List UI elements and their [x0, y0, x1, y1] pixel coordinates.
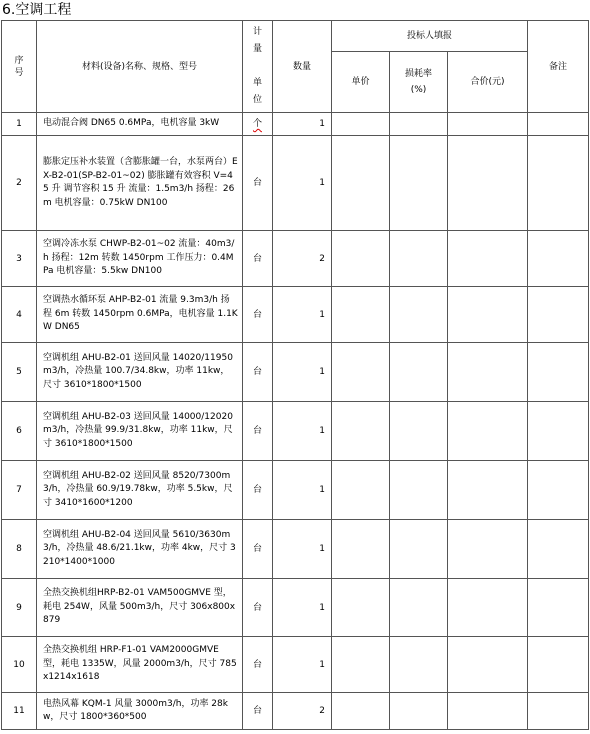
row-qty: 1 [273, 113, 332, 136]
row-remark[interactable] [528, 637, 589, 693]
row-unit: 台 [243, 461, 273, 520]
row-remark[interactable] [528, 693, 589, 730]
row-qty: 1 [273, 520, 332, 579]
row-loss[interactable] [390, 637, 448, 693]
header-price: 单价 [332, 52, 390, 113]
header-loss-text: 损耗率 (%) [404, 69, 432, 95]
row-qty: 1 [273, 579, 332, 637]
row-qty: 1 [273, 287, 332, 343]
row-no: 1 [2, 113, 37, 136]
row-no: 11 [2, 693, 37, 730]
row-loss[interactable] [390, 693, 448, 730]
row-remark[interactable] [528, 343, 589, 402]
row-unit: 台 [243, 231, 273, 287]
row-qty: 2 [273, 231, 332, 287]
section-title: 6.空调工程 [2, 2, 72, 18]
row-total[interactable] [448, 402, 528, 461]
header-qty: 数量 [273, 21, 332, 113]
row-qty: 1 [273, 402, 332, 461]
row-name: 全热交换机组HRP-B2-01 VAM500GMVE 型，耗电 254W，风量 500m3/h，尺寸 306x800x879 [37, 579, 243, 637]
row-remark[interactable] [528, 287, 589, 343]
row-price[interactable] [332, 461, 390, 520]
row-no: 8 [2, 520, 37, 579]
header-seq [2, 21, 37, 113]
row-price[interactable] [332, 231, 390, 287]
row-qty: 1 [273, 343, 332, 402]
row-name: 空调机组 AHU-B2-04 送回风量 5610/3630m3/h，冷热量 48.6/21.1kw，功率 4kw，尺寸 3210*1400*1000 [37, 520, 243, 579]
row-name: 空调机组 AHU-B2-01 送回风量 14020/11950m3/h，冷热量 100.7/34.8kw，功率 11kw，尺寸 3610*1800*1500 [37, 343, 243, 402]
row-total[interactable] [448, 343, 528, 402]
row-price[interactable] [332, 579, 390, 637]
row-unit: 台 [243, 343, 273, 402]
row-total[interactable] [448, 231, 528, 287]
row-name: 空调冷冻水泵 CHWP-B2-01~02 流量：40m3/h 扬程：12m 转数 1450rpm 工作压力：0.4MPa 电机容量：5.5kw DN100 [37, 231, 243, 287]
header-total: 合价(元) [448, 52, 528, 113]
row-unit: 台 [243, 402, 273, 461]
row-remark[interactable] [528, 136, 589, 231]
header-unit-text: 计 量 单 位 [252, 27, 262, 105]
row-qty: 2 [273, 693, 332, 730]
row-name: 膨胀定压补水装置（含膨胀罐一台，水泵两台）EX-B2-01(SP-B2-01~02) 膨胀罐有效容积 V=45 升 调节容积 15 升 流量：1.5m3/h 扬程：26m 电机容量：0.75kW DN100 [37, 136, 243, 231]
row-no: 7 [2, 461, 37, 520]
row-total[interactable] [448, 461, 528, 520]
row-price[interactable] [332, 287, 390, 343]
row-unit: 台 [243, 579, 273, 637]
row-remark[interactable] [528, 520, 589, 579]
row-loss[interactable] [390, 113, 448, 136]
row-loss[interactable] [390, 461, 448, 520]
row-name: 空调机组 AHU-B2-03 送回风量 14000/12020m3/h，冷热量 99.9/31.8kw，功率 11kw，尺寸 3610*1800*1500 [37, 402, 243, 461]
row-total[interactable] [448, 579, 528, 637]
row-no: 2 [2, 136, 37, 231]
table-row [2, 461, 589, 520]
row-loss[interactable] [390, 579, 448, 637]
row-loss[interactable] [390, 231, 448, 287]
row-price[interactable] [332, 113, 390, 136]
row-price[interactable] [332, 693, 390, 730]
row-unit: 台 [243, 637, 273, 693]
row-remark[interactable] [528, 579, 589, 637]
row-remark[interactable] [528, 461, 589, 520]
row-no: 6 [2, 402, 37, 461]
header-name: 材料(设备)名称、规格、型号 [37, 21, 243, 113]
table-row [2, 402, 589, 461]
header-seq-text: 序 号 [14, 55, 24, 78]
row-price[interactable] [332, 343, 390, 402]
header-unit [243, 21, 273, 113]
row-total[interactable] [448, 136, 528, 231]
row-unit-text: 个 [252, 119, 262, 129]
header-row-1 [2, 21, 589, 52]
table-row [2, 693, 589, 730]
row-remark[interactable] [528, 113, 589, 136]
row-unit: 台 [243, 287, 273, 343]
row-name: 空调热水循环泵 AHP-B2-01 流量 9.3m3/h 扬程 6m 转数 1450rpm 0.6MPa，电机容量 1.1KW DN65 [37, 287, 243, 343]
row-qty: 1 [273, 136, 332, 231]
row-total[interactable] [448, 113, 528, 136]
row-total[interactable] [448, 693, 528, 730]
row-total[interactable] [448, 520, 528, 579]
row-name: 电热风幕 KQM-1 风量 3000m3/h，功率 28kw，尺寸 1800*360*500 [37, 693, 243, 730]
table-row [2, 231, 589, 287]
row-loss[interactable] [390, 520, 448, 579]
row-name: 全热交换机组 HRP-F1-01 VAM2000GMVE 型，耗电 1335W，风量 2000m3/h，尺寸 785x1214x1618 [37, 637, 243, 693]
row-no: 10 [2, 637, 37, 693]
row-no: 4 [2, 287, 37, 343]
row-unit: 台 [243, 136, 273, 231]
row-total[interactable] [448, 287, 528, 343]
row-unit [243, 113, 273, 136]
table-row [2, 343, 589, 402]
row-unit: 台 [243, 693, 273, 730]
row-qty: 1 [273, 461, 332, 520]
table-row [2, 520, 589, 579]
row-loss[interactable] [390, 343, 448, 402]
row-price[interactable] [332, 402, 390, 461]
row-unit: 台 [243, 520, 273, 579]
header-bidder: 投标人填报 [332, 21, 528, 52]
row-price[interactable] [332, 136, 390, 231]
table-row [2, 136, 589, 231]
row-no: 9 [2, 579, 37, 637]
row-loss[interactable] [390, 287, 448, 343]
header-remark: 备注 [528, 21, 589, 113]
row-total[interactable] [448, 637, 528, 693]
row-name: 空调机组 AHU-B2-02 送回风量 8520/7300m3/h，冷热量 60.9/19.78kw，功率 5.5kw，尺寸 3410*1600*1200 [37, 461, 243, 520]
header-loss [390, 52, 448, 113]
row-remark[interactable] [528, 231, 589, 287]
row-no: 3 [2, 231, 37, 287]
row-no: 5 [2, 343, 37, 402]
row-loss[interactable] [390, 136, 448, 231]
table-row [2, 579, 589, 637]
row-loss[interactable] [390, 402, 448, 461]
row-name: 电动混合阀 DN65 0.6MPa，电机容量 3kW [37, 113, 243, 136]
table-row [2, 113, 589, 136]
table-row [2, 287, 589, 343]
row-remark[interactable] [528, 402, 589, 461]
row-price[interactable] [332, 520, 390, 579]
row-qty: 1 [273, 637, 332, 693]
material-table [1, 20, 589, 730]
row-price[interactable] [332, 637, 390, 693]
table-row [2, 637, 589, 693]
